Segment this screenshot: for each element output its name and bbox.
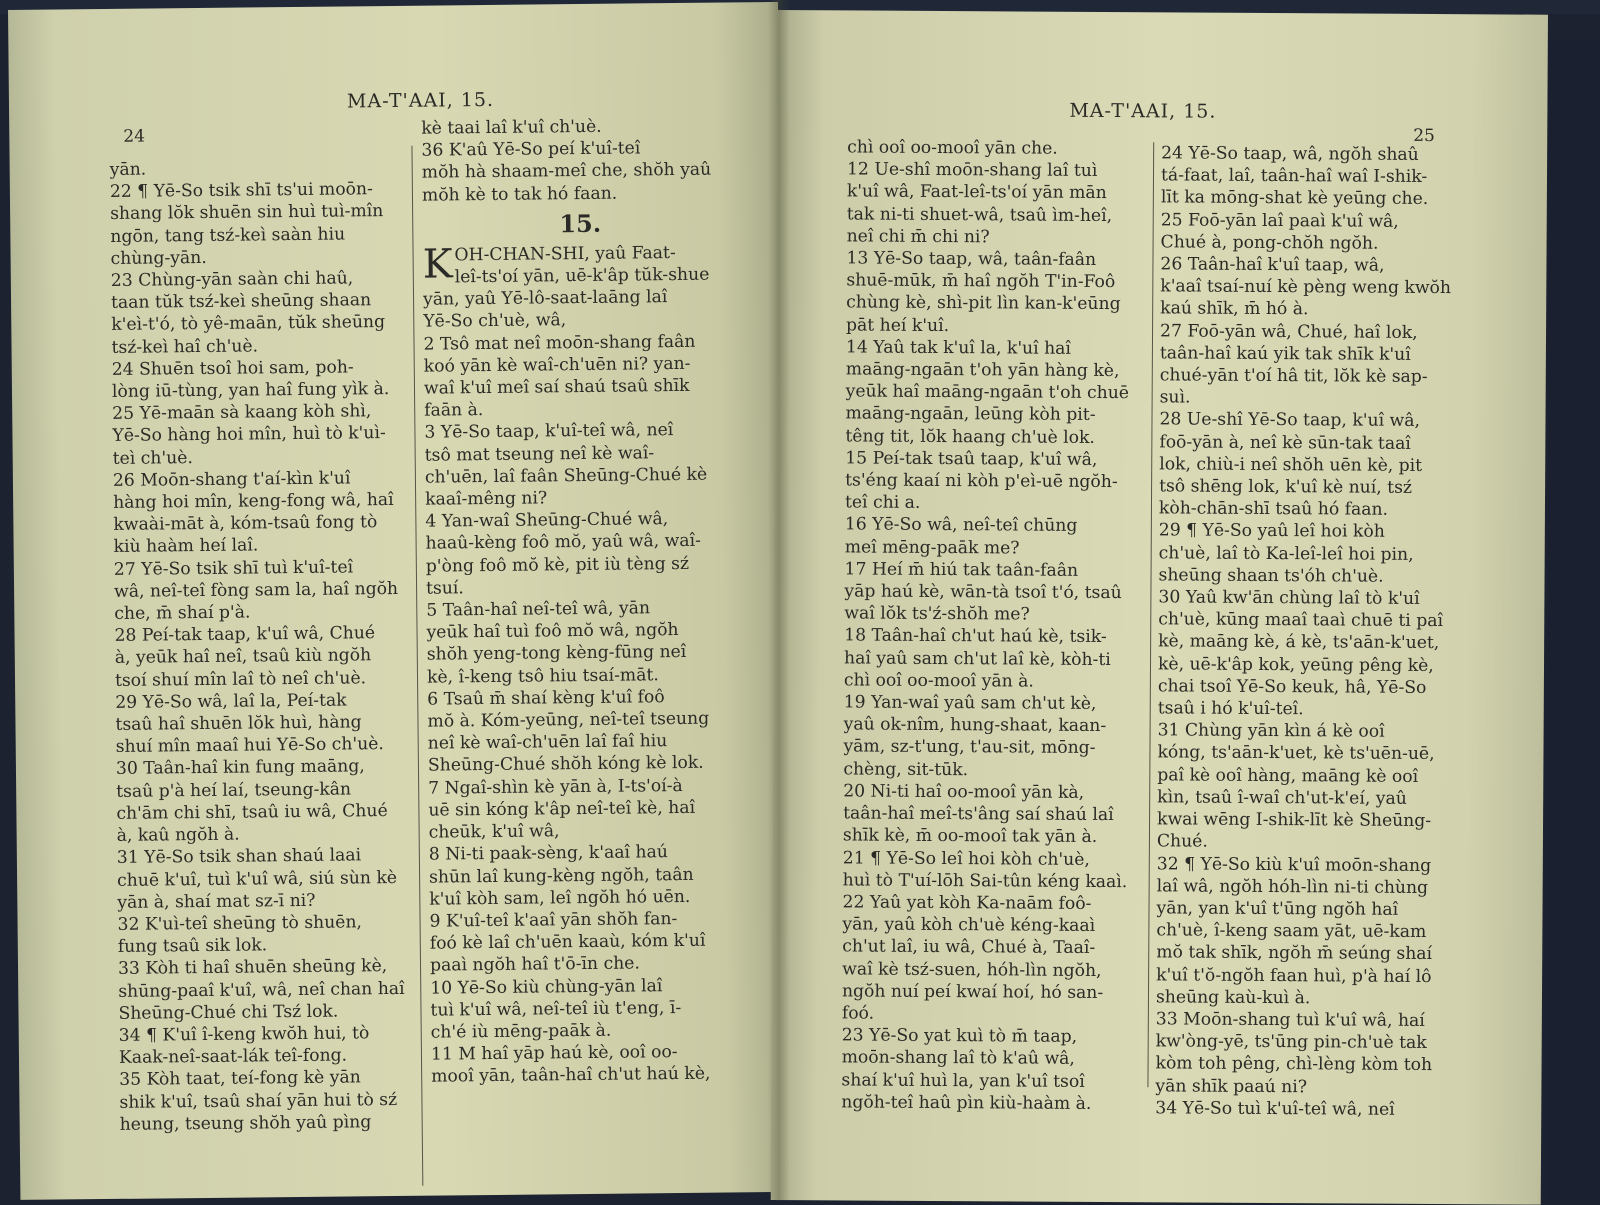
text-line: fung tsaû sik lok.	[117, 935, 268, 958]
text-line: shuē-mūk, m̄ haî ngŏh T'in-Foô	[846, 270, 1116, 293]
text-line: k'uî wâ, Faat-leî-ts'oí yān mān	[846, 181, 1107, 204]
chapter-15-verses	[423, 286, 747, 1089]
text-line: teì ch'uè.	[112, 447, 193, 469]
text-line: 22 Yaû yat kòh Ka-naām foô-	[842, 892, 1092, 914]
text-line: 35 Kòh taat, teí-fong kè yān	[119, 1067, 361, 1091]
text-line: têng tit, lŏk haang ch'uè lok.	[845, 426, 1095, 448]
text-line: 21 ¶ Yē-So leî hoi kòh ch'uè,	[842, 847, 1090, 870]
text-line: Yē-So ch'uè, wâ,	[423, 310, 567, 333]
left-running-head: MA-T'AAI, 15.	[346, 88, 495, 113]
text-line: yān à, shaí mat sz-ī ni?	[117, 890, 316, 913]
right-column-2	[1155, 142, 1459, 1121]
text-line: meî mēng-paāk me?	[844, 537, 1020, 559]
text-line: yān, yaû Yē-lô-saat-laāng laî	[422, 287, 668, 310]
text-line: 36 K'aû Yē-So peí k'uî-teî	[421, 138, 641, 161]
text-line: neî kè waî-ch'uēn laî faî hiu	[427, 731, 668, 754]
text-line: 12 Ue-shî moōn-shang laî tuì	[846, 159, 1098, 182]
text-line: 5 Taân-haî neî-teî wâ, yān	[426, 598, 651, 621]
text-line: ngŏh nuí peí kwaí hoí, hó san-	[841, 981, 1104, 1003]
text-line: cheūk, k'uî wâ,	[428, 821, 560, 843]
text-line: yān shīk paaú ni?	[1155, 1075, 1308, 1097]
text-line: kìn, tsaû î-waî ch'ut-k'eí, yaû	[1157, 787, 1407, 809]
text-line: p'òng foô mŏ kè, pit iù tèng sź	[425, 553, 690, 577]
text-line: lok, chiù-i neî shŏh uēn kè, pit	[1159, 454, 1423, 476]
text-line: 20 Ni-ti haî oo-mooî yān kà,	[843, 781, 1085, 803]
text-line: paî kè ooî hàng, maāng kè ooî	[1157, 765, 1419, 787]
text-line: waî lŏk ts'ź-shŏh me?	[844, 603, 1030, 625]
text-line: chuē k'uî, tuì k'uî wâ, siú sùn kè	[117, 867, 398, 891]
text-line: 11 M haî yāp haú kè, ooî oo-	[430, 1042, 678, 1065]
text-line: 24 Yē-So taap, wâ, ngŏh shaû	[1161, 143, 1419, 165]
text-line: 7 Ngaî-shìn kè yān à, I-ts'oí-à	[428, 775, 683, 799]
text-line: 4 Yan-waî Sheūng-Chué wâ,	[425, 509, 669, 532]
text-line: shŏh yeng-tong kèng-fūng neî	[426, 642, 687, 666]
text-line: yāp haú kè, wān-tà tsoî t'ó, tsaû	[844, 581, 1122, 604]
text-line: Yē-So hàng hoi mîn, huì tò k'uì-	[112, 423, 386, 447]
text-line: 28 Peí-tak taap, k'uî wâ, Chué	[114, 623, 376, 647]
text-line: lòng iū-tùng, yan haî fung yìk à.	[111, 379, 390, 402]
text-line: chì ooî oo-mooî yān che.	[847, 137, 1058, 159]
text-line: taan tŭk tsź-keì sheūng shaan	[110, 290, 372, 314]
text-line: Chué à, pong-chŏh ngŏh.	[1160, 232, 1379, 254]
left-column-rule	[411, 146, 423, 1186]
text-line: mŏ tak shīk, ngŏh m̄ seúng shaí	[1156, 942, 1433, 965]
text-line: chai tsoî Yē-So keuk, hâ, Yē-So	[1157, 676, 1427, 698]
text-line: kaú shīk, m̄ hó à.	[1160, 298, 1309, 320]
text-line: heung, tseung shŏh yaû pìng	[119, 1111, 372, 1135]
text-line: mŏ à. Kóm-yeūng, neî-teî tseung	[427, 708, 710, 732]
text-line: yeūk haî maāng-ngaān t'oh chuē	[845, 381, 1130, 404]
text-line: k'eì-t'ó, tò yê-maān, tŭk sheūng	[111, 312, 386, 336]
text-line: kòm toh pêng, chì-lèng kòm toh	[1155, 1053, 1433, 1076]
text-line: sheūng kaù-kuì à.	[1155, 987, 1311, 1008]
text-line: tsô shēng lok, k'uî kè nuí, tsź	[1159, 476, 1413, 498]
text-line: hàng hoi mîn, keng-fong wâ, haî	[113, 490, 394, 513]
text-line: foó.	[841, 1003, 875, 1024]
text-line: mŏh kè to tak hó faan.	[421, 183, 618, 206]
text-line: kè, î-keng tsô hiu tsaí-māt.	[426, 664, 659, 688]
text-line: che, m̄ shaí p'à.	[114, 602, 251, 624]
text-line: foō-yān à, neî kè sūn-tak taaî	[1159, 431, 1411, 454]
text-line: OH-CHAN-SHI, yaû Faat-	[454, 242, 676, 266]
text-line: tá-faat, laî, taân-haî waî I-shik-	[1160, 165, 1428, 188]
text-line: 25 Yē-maān sà kaang kòh shì,	[112, 401, 372, 425]
text-line: kw'òng-yē, ts'ūng pin-ch'uè tak	[1155, 1031, 1427, 1054]
text-line: 18 Taân-haî ch'ut haú kè, tsik-	[844, 625, 1107, 648]
chapter-15-opening	[422, 241, 738, 289]
text-line: kè taai laî k'uî ch'uè.	[421, 116, 602, 139]
text-line: teî chi a.	[844, 492, 921, 514]
left-column-1	[110, 156, 410, 1136]
text-line: 10 Yē-So kiù chùng-yān laî	[430, 975, 663, 999]
text-line: tsź-keì haî ch'uè.	[111, 336, 259, 358]
text-line: maāng-ngaān, leūng kòh pit-	[845, 403, 1096, 426]
text-line: 30 Taân-haî kin fung maāng,	[115, 756, 365, 780]
text-line: 32 K'uì-teî sheūng tò shuēn,	[117, 912, 363, 935]
text-line: haaû-kèng foô mŏ, yaû wâ, waî-	[425, 531, 702, 555]
text-line: tak ni-ti shuet-wâ, tsaû ìm-heî,	[846, 204, 1113, 226]
text-line: k'uî t'ŏ-ngŏh faan huì, p'à haí lô	[1156, 964, 1432, 987]
text-line: kaaî-mêng ni?	[425, 488, 548, 510]
text-line: chué-yān t'oí hâ tit, lŏk kè sap-	[1159, 365, 1428, 388]
text-line: 34 ¶ K'uî î-keng kwŏh hui, tò	[118, 1023, 370, 1046]
text-line: mŏh hà shaam-meî che, shŏh yaû	[421, 160, 712, 184]
text-line: 14 Yaû tak k'uî la, k'uî haî	[845, 337, 1071, 359]
text-line: 9 K'uî-teî k'aaî yān shŏh fan-	[429, 908, 678, 932]
text-line: ngōn, tang tsź-keì saàn hiu	[110, 224, 346, 247]
text-line: 26 Moōn-shang t'aí-kìn k'uî	[112, 468, 351, 491]
text-line: kwaài-māt à, kóm-tsaû fong tò	[113, 512, 378, 536]
text-line: tsoí shuí mîn laî tò neî ch'uè.	[114, 667, 367, 691]
text-line: ch'uēn, laî faân Sheūng-Chué kè	[424, 464, 708, 488]
text-line: kwai wēng I-shik-līt kè Sheūng-	[1157, 809, 1432, 832]
text-line: Chué.	[1156, 831, 1208, 852]
text-line: 15 Peí-tak tsaû taap, k'uî wâ,	[845, 448, 1098, 470]
text-line: 17 Heí m̄ hiú tak taân-faân	[844, 559, 1079, 581]
text-line: shang lŏk shuēn sin huì tuì-mîn	[110, 201, 384, 225]
text-line: neî chi m̄ chi ni?	[846, 226, 990, 248]
text-line: 29 ¶ Yē-So yaû leî hoi kòh	[1158, 520, 1385, 543]
text-line: 8 Ni-ti paak-sèng, k'aaî haú	[428, 842, 668, 865]
book-gutter	[768, 0, 790, 1200]
text-line: tsô mat tseung neî kè waî-	[424, 442, 655, 466]
text-line: ts'éng kaaí ni kòh p'eì-uē ngŏh-	[845, 470, 1118, 493]
right-column-rule	[1147, 142, 1154, 1087]
text-line: ch'uè, kūng maaî taaì chuē ti paî	[1158, 609, 1444, 632]
text-line: 25 Foō-yān laî paaì k'uî wâ,	[1160, 209, 1399, 232]
text-line: chùng-yān.	[110, 247, 207, 269]
text-line: ch'uè, î-keng saam yāt, uē-kam	[1156, 920, 1427, 943]
text-line: kóng, ts'aān-k'uet, kè ts'uēn-uē,	[1157, 742, 1435, 765]
left-column-2	[421, 114, 747, 1088]
text-line: yān, yan k'uî t'ūng ngŏh haî	[1156, 898, 1399, 920]
text-line: waî k'uî meî saí shaú tsaû shīk	[423, 375, 690, 399]
text-line: kiù haàm heí laî.	[113, 535, 259, 558]
text-line: 30 Yaû kw'ān chùng laî tò k'uî	[1158, 587, 1420, 609]
text-line: 26 Taân-haî k'uî taap, wâ,	[1160, 254, 1385, 276]
text-line: 22 ¶ Yē-So tsik shī ts'ui moōn-	[109, 179, 373, 203]
text-line: haî yaû sam ch'ut laî kè, kòh-ti	[843, 648, 1111, 670]
text-line: yān.	[109, 159, 147, 180]
text-line: chèng, sit-tūk.	[843, 759, 969, 780]
chapter-14-ending	[421, 114, 738, 206]
text-line: faān à.	[424, 400, 484, 421]
text-line: waî kè tsź-suen, hóh-lìn ngŏh,	[842, 958, 1102, 981]
text-line: ch'ām chi shī, tsaû iu wâ, Chué	[116, 800, 388, 824]
text-line: 2 Tsô mat neî moōn-shang faân	[423, 331, 696, 355]
text-line: 16 Yē-So wâ, neî-teî chūng	[844, 514, 1078, 537]
text-line: laî wâ, ngŏh hóh-lìn ni-ti chùng	[1156, 876, 1429, 898]
text-line: tuì k'uî wâ, neî-teî iù t'eng, ī-	[430, 997, 682, 1021]
text-line: kè, maāng kè, á kè, ts'aān-k'uet,	[1158, 631, 1440, 654]
text-line: yaû ok-nîm, hung-shaat, kaan-	[843, 714, 1107, 737]
text-line: yām, sz-t'ung, t'au-sit, mōng-	[843, 736, 1096, 759]
text-line: tsaû p'à heí laí, tseung-kân	[116, 779, 352, 802]
text-line: k'uî kòh sam, leî ngŏh hó uēn.	[429, 886, 691, 910]
text-line: tsuí.	[425, 578, 464, 599]
text-line: 33 Kòh ti haî shuēn sheūng kè,	[117, 956, 388, 980]
left-page-number: 24	[123, 126, 146, 147]
text-line: 3 Yē-So taap, k'uî-teî wâ, neî	[424, 420, 674, 444]
text-line: à, kaû ngŏh à.	[116, 824, 240, 847]
text-line: kòh-chān-shī tsaû hó faan.	[1158, 498, 1389, 520]
text-line: k'aaî tsaí-nuí kè pèng weng kwŏh	[1160, 276, 1452, 299]
text-line: shīk kè, m̄ oo-mooî tak yān à.	[842, 825, 1098, 848]
text-line: sheūng shaan ts'óh ch'uè.	[1158, 565, 1384, 587]
text-line: ch'ut laî, iu wâ, Chué à, Taaî-	[842, 936, 1096, 959]
text-line: suì.	[1159, 387, 1191, 408]
text-line: ch'uè, laî tò Ka-leî-leî hoi pin,	[1158, 542, 1414, 565]
text-line: leî-ts'oí yān, uē-k'âp tŭk-shue	[454, 264, 710, 288]
text-line: yeūk haî tuì foô mŏ wâ, ngŏh	[426, 620, 679, 643]
text-line: à, yeūk haî neî, tsaû kiù ngŏh	[114, 645, 372, 669]
text-line: Sheūng-Chué chi Tsź lok.	[118, 1001, 339, 1024]
text-line: taân-haî meî-ts'âng saí shaú laî	[843, 803, 1114, 826]
right-running-head: MA-T'AAI, 15.	[1069, 99, 1217, 123]
text-line: shūng-paaî k'uî, wâ, neî chan haî	[118, 978, 405, 1002]
right-page-number: 25	[1413, 125, 1435, 147]
text-line: 34 Yē-So tuì k'uî-teî wâ, neî	[1155, 1098, 1395, 1120]
text-line: tsaû haî shuēn lŏk huì, hàng	[115, 712, 362, 735]
text-line: yān, yaû kòh ch'uè kéng-kaaì	[842, 914, 1096, 937]
text-line: chì ooî oo-mooî yān à.	[843, 670, 1034, 692]
chapter-number: 15.	[559, 208, 602, 239]
text-line: uē sin kóng k'âp neî-teî kè, haî	[428, 797, 696, 821]
text-line: ngŏh-teî haû pìn kiù-haàm à.	[841, 1092, 1092, 1114]
text-line: 29 Yē-So wâ, laî la, Peí-tak	[115, 690, 347, 713]
text-line: 32 ¶ Yē-So kiù k'uî moōn-shang	[1156, 853, 1432, 876]
text-line: ch'é iù mēng-paāk à.	[430, 1020, 612, 1043]
text-line: 23 Chùng-yān saàn chi haû,	[110, 268, 354, 291]
text-line: moōn-shang laî tò k'aû wâ,	[841, 1047, 1075, 1070]
text-line: koó yān kè waî-ch'uēn ni? yan-	[423, 353, 691, 377]
text-line: huì tò T'uí-lōh Sai-tûn kéng kaaì.	[842, 870, 1128, 892]
text-line: 27 Yē-So tsik shī tuì k'uî-teî	[113, 557, 354, 580]
text-line: 33 Moōn-shang tuì k'uî wâ, haí	[1155, 1009, 1425, 1031]
text-line: Sheūng-Chué shŏh kóng kè lok.	[427, 753, 704, 777]
text-line: tsaû i hó k'uî-teî.	[1157, 698, 1304, 720]
right-page	[771, 10, 1548, 1205]
text-line: shaí k'uî huì la, yan k'uî tsoî	[841, 1069, 1085, 1092]
text-line: Kaak-neî-saat-lák teî-fong.	[118, 1045, 348, 1069]
text-line: taân-haî kaú yik tak shīk k'uî	[1159, 343, 1411, 365]
text-line: shik k'uî, tsaû shaí yān hui tò sź	[119, 1089, 398, 1113]
text-line: foó kè laî ch'uēn kaaù, kóm k'uî	[429, 930, 706, 954]
text-line: 24 Shuēn tsoî hoi sam, poh-	[111, 357, 354, 380]
text-line: chùng kè, shì-pit lìn kan-k'eūng	[846, 292, 1121, 315]
text-line: paaì ngŏh haî t'ō-īn che.	[429, 953, 640, 976]
text-line: pāt heí k'uî.	[846, 315, 950, 336]
text-line: maāng-ngaān t'oh yān hàng kè,	[845, 359, 1120, 382]
book-cover-right-edge	[1548, 40, 1600, 1200]
text-line: mooî yān, taân-haî ch'ut haú kè,	[431, 1064, 711, 1087]
dropcap-letter: K	[422, 241, 453, 288]
text-line: 31 Yē-So tsik shan shaú laai	[116, 845, 362, 869]
text-line: 19 Yan-waî yaû sam ch'ut kè,	[843, 692, 1097, 715]
text-line: līt ka mōng-shat kè yeūng che.	[1160, 187, 1429, 210]
text-line: kè, uē-k'âp kok, yeūng pêng kè,	[1157, 654, 1434, 676]
text-line: 28 Ue-shî Yē-So taap, k'uî wâ,	[1159, 409, 1421, 432]
text-line: shuí mîn maaî hui Yē-So ch'uè.	[115, 734, 384, 758]
right-column-1	[841, 136, 1141, 1115]
text-line: 13 Yē-So taap, wâ, taân-faân	[846, 248, 1097, 270]
chapter-opening-lines	[422, 241, 738, 289]
text-line: shūn laî kung-kèng ngŏh, taân	[428, 864, 694, 888]
left-page	[8, 2, 790, 1200]
text-line: 6 Tsaû m̄ shaí kèng k'uî foô	[427, 687, 665, 710]
text-line: 27 Foō-yān wâ, Chué, haî lok,	[1159, 320, 1418, 343]
text-line: 23 Yē-So yat kuì tò m̄ taap,	[841, 1025, 1078, 1047]
text-line: wâ, neî-teî fòng sam la, haî ngŏh	[113, 578, 399, 602]
text-line: 31 Chùng yān kìn á kè ooî	[1157, 720, 1385, 743]
